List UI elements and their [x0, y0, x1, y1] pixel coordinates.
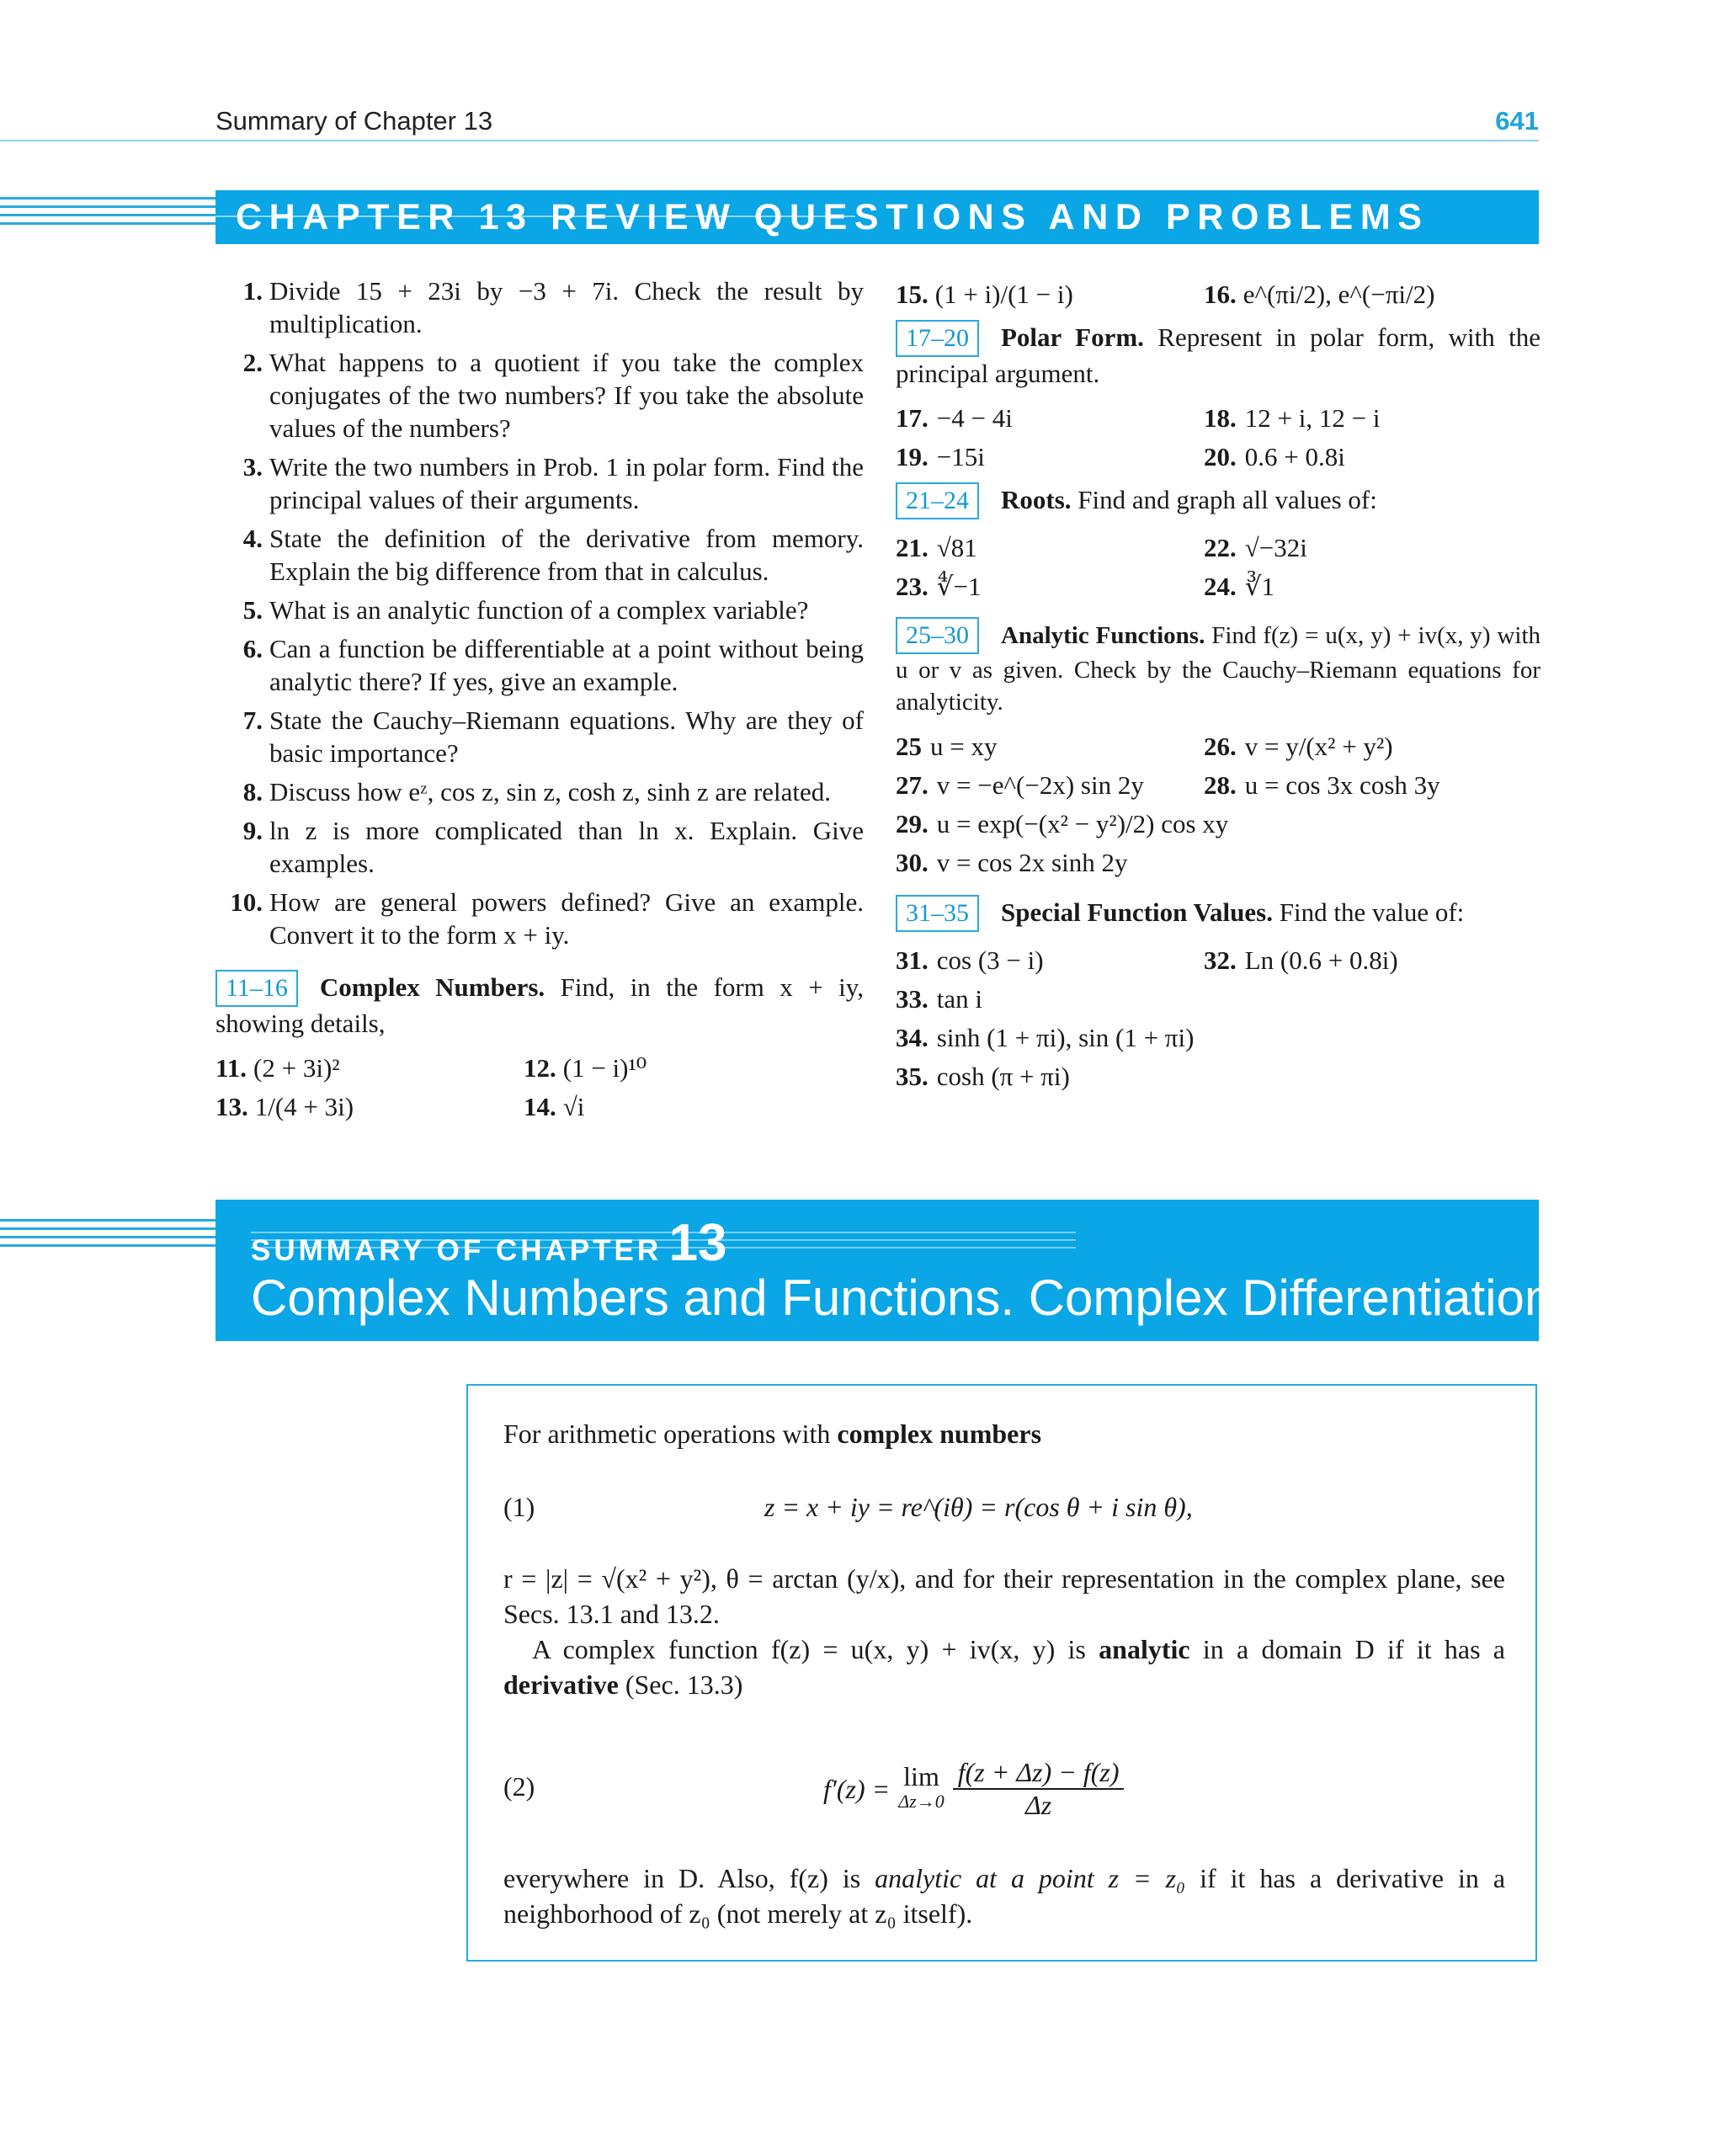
para2-text: in a domain D if it has a: [1189, 1634, 1506, 1664]
problem-number: 34.: [896, 1022, 929, 1052]
problem-expr: cos (3 − i): [936, 945, 1044, 975]
question-item: [216, 886, 864, 951]
para2-text: (Sec. 13.3): [618, 1669, 743, 1700]
problem-expr: sinh (1 + πi), sin (1 + πi): [936, 1022, 1195, 1052]
summary-box: [466, 1384, 1537, 1962]
problem-number: 27.: [896, 769, 929, 800]
problem-expr: 0.6 + 0.8i: [1244, 441, 1345, 471]
question-number: 8.: [242, 777, 263, 807]
section-text: Find the value of:: [1279, 897, 1465, 927]
question-item: [216, 775, 864, 808]
problem-pair: [216, 1087, 864, 1126]
problem-cell: [896, 531, 1204, 564]
question-number: 6.: [242, 634, 263, 663]
para2-bold: analytic: [1099, 1634, 1190, 1664]
question-text: Discuss how eᶻ, cos z, sin z, cosh z, sinh z are related.: [269, 777, 832, 807]
problem-number: 15.: [896, 279, 929, 309]
problem-cell: [896, 1021, 1194, 1054]
summary-para-1: r = |z| = √(x² + y²), θ = arctan (y/x), and for their representation in the complex plane, see Secs. 13.1 and 13.2.: [503, 1563, 1505, 1629]
problem-cell: [896, 846, 1127, 879]
fraction-numerator: f(z + Δz) − f(z): [953, 1757, 1125, 1790]
right-column: [896, 274, 1540, 1095]
question-text: How are general powers defined? Give an example. Convert it to the form x + iy.: [269, 887, 864, 950]
problem-expr: v = −e^(−2x) sin 2y: [936, 769, 1144, 800]
section-heading: Complex Numbers.: [319, 972, 545, 1002]
equation-label: (2): [503, 1771, 535, 1802]
question-number: 2.: [242, 348, 263, 377]
problem-number: 23.: [896, 571, 929, 601]
problem-cell: [896, 1060, 1070, 1093]
problem-cell: [1204, 440, 1540, 473]
problem-cell: [1204, 944, 1540, 977]
problem-number: 24.: [1204, 571, 1237, 601]
problem-expr: Ln (0.6 + 0.8i): [1244, 945, 1398, 975]
question-item: [216, 450, 864, 516]
problem-expr: u = xy: [930, 731, 998, 761]
section-31-35: [896, 895, 1540, 932]
equation-label: (1): [503, 1492, 535, 1522]
limit-subscript: Δz→0: [898, 1791, 944, 1812]
intro-text: For arithmetic operations with: [503, 1419, 838, 1449]
para3-text: everywhere in D. Also, f(z) is: [503, 1863, 875, 1893]
section-17-20: [896, 320, 1540, 390]
pairs-17-20: [896, 398, 1540, 476]
pairs-25-28: [896, 727, 1540, 804]
para3-italic: analytic at a point z = z₀: [875, 1863, 1186, 1893]
question-item: [216, 632, 864, 698]
problem-number: 25: [896, 731, 922, 761]
question-item: [216, 704, 864, 769]
problem-cell: [896, 982, 982, 1015]
problem-expr: u = cos 3x cosh 3y: [1244, 769, 1440, 800]
problem-expr: v = cos 2x sinh 2y: [936, 847, 1128, 877]
problem-number: 22.: [1204, 532, 1237, 562]
fraction-denominator: Δz: [1024, 1790, 1052, 1820]
problem-cell: [896, 944, 1204, 977]
problem-expr: (1 + i)/(1 − i): [934, 279, 1073, 309]
problem-cell: [896, 807, 1228, 840]
problem-cell: [1204, 730, 1540, 763]
question-text: What happens to a quotient if you take the complex conjugates of the two numbers? If you take the absolute values of the numbers?: [269, 348, 864, 443]
section-text: Represent in polar form, with the principal argument.: [896, 322, 1540, 388]
equation-body: z = x + iy = re^(iθ) = r(cos θ + i sin θ),: [764, 1492, 1193, 1522]
section-heading: Roots.: [1001, 485, 1072, 514]
section-text: Find f(z) = u(x, y) + iv(x, y) with u or v as given. Check by the Cauchy–Riemann equations for analyticity.: [896, 622, 1541, 716]
header-rule: [0, 140, 1539, 141]
problem-expr: ∜−1: [936, 571, 982, 601]
problem-number: 17.: [896, 402, 929, 433]
section-21-24: [896, 482, 1540, 519]
problem-expr: u = exp(−(x² − y²)/2) cos xy: [936, 808, 1229, 838]
limit-word: lim: [903, 1761, 939, 1791]
summary-chapter-number: 13: [668, 1214, 727, 1272]
problem-expr: 1/(4 + 3i): [254, 1091, 354, 1121]
question-list: [216, 274, 864, 951]
problem-expr: −4 − 4i: [936, 402, 1013, 433]
section-tag: 31–35: [896, 895, 979, 932]
problem-number: 21.: [896, 532, 929, 562]
problem-number: 28.: [1204, 769, 1237, 800]
problem-number: 11.: [216, 1052, 247, 1083]
question-number: 3.: [242, 452, 263, 482]
section-tag: 21–24: [896, 482, 979, 519]
question-number: 10.: [230, 887, 263, 917]
question-text: State the Cauchy–Riemann equations. Why are they of basic importance?: [269, 705, 864, 768]
left-column: [216, 274, 864, 1126]
problem-expr: v = y/(x² + y²): [1244, 731, 1393, 761]
problem-expr: √81: [936, 532, 977, 562]
problem-single: [896, 979, 1540, 1018]
question-text: Can a function be differentiable at a point without being analytic there? If yes, give an example.: [269, 634, 864, 696]
problem-pair: [896, 727, 1540, 765]
question-number: 4.: [242, 524, 263, 553]
equation-lhs: f′(z) =: [823, 1773, 891, 1804]
problem-number: 13.: [216, 1091, 248, 1121]
problem-number: 35.: [896, 1061, 929, 1091]
question-number: 7.: [242, 705, 263, 735]
question-text: Write the two numbers in Prob. 1 in polar form. Find the principal values of their arguments.: [269, 452, 864, 514]
summary-intro: [503, 1416, 1505, 1451]
summary-para-3: [503, 1861, 1505, 1931]
limit-operator: [898, 1761, 944, 1814]
page-number: 641: [1495, 106, 1539, 136]
problem-cell: [1204, 570, 1540, 603]
problem-single: [896, 1057, 1540, 1095]
problem-single: [896, 804, 1540, 843]
question-text: ln z is more complicated than ln x. Explain. Give examples.: [269, 816, 864, 878]
problem-number: 12.: [524, 1052, 556, 1083]
difference-quotient: [953, 1757, 1125, 1821]
banner-stripes: [0, 197, 217, 234]
problem-expr: (2 + 3i)²: [253, 1052, 340, 1083]
problem-expr: √−32i: [1244, 532, 1307, 562]
section-tag: 11–16: [216, 970, 298, 1007]
question-item: [216, 594, 864, 626]
equation-1: [503, 1492, 1505, 1530]
question-number: 1.: [242, 276, 263, 306]
problem-expr: √i: [562, 1091, 585, 1121]
problem-cell: [1204, 531, 1540, 564]
summary-stripes: [0, 1219, 217, 1256]
question-text: What is an analytic function of a complex variable?: [269, 595, 809, 625]
problem-pair: [896, 398, 1540, 437]
question-item: [216, 346, 864, 445]
problem-cell: [896, 730, 1204, 763]
running-header: [216, 103, 1539, 143]
intro-bold: complex numbers: [837, 1419, 1042, 1449]
problem-cell: [1204, 769, 1540, 801]
section-tag: 25–30: [896, 617, 979, 654]
para2-text: A complex function f(z) = u(x, y) + iv(x, y) is: [532, 1634, 1099, 1664]
problem-number: 26.: [1204, 731, 1237, 761]
summary-label: [251, 1213, 727, 1273]
section-heading: Analytic Functions.: [1001, 622, 1205, 649]
problem-expr: tan i: [936, 983, 982, 1014]
problem-cell: [896, 440, 1204, 473]
question-text: Divide 15 + 23i by −3 + 7i. Check the result by multiplication.: [269, 276, 864, 338]
para2-bold: derivative: [503, 1669, 619, 1700]
problem-expr: cosh (π + πi): [936, 1061, 1070, 1091]
para3-text: if it has a derivative in a neighborhood of z₀ (not merely at z₀ itself).: [503, 1863, 1506, 1929]
problem-pair: [216, 1048, 864, 1087]
equation-2: [503, 1743, 1505, 1835]
problem-expr: 12 + i, 12 − i: [1244, 402, 1381, 433]
problem-pair: [896, 567, 1540, 605]
section-tag: 17–20: [896, 320, 979, 357]
problem-single: [896, 843, 1540, 881]
summary-banner: [216, 1200, 1553, 1341]
running-title: Summary of Chapter 13: [216, 106, 493, 136]
problem-expr: −15i: [936, 441, 985, 471]
question-item: [216, 274, 864, 340]
section-heading: Special Function Values.: [1001, 897, 1273, 927]
problem-number: 30.: [896, 847, 929, 877]
problem-number: 18.: [1204, 402, 1237, 433]
summary-title: Complex Numbers and Functions. Complex Differentiation: [251, 1270, 1553, 1326]
review-banner: [216, 190, 1539, 244]
question-text: State the definition of the derivative from memory. Explain the big difference from that in calculus.: [269, 524, 864, 586]
problem-expr: e^(πi/2), e^(−πi/2): [1242, 279, 1435, 309]
section-11-16: [216, 970, 864, 1040]
problem-expr: (1 − i)¹⁰: [562, 1052, 647, 1083]
section-text: Find, in the form x + iy, showing details,: [216, 972, 864, 1038]
singles-29-30: [896, 804, 1540, 881]
summary-para-2: [503, 1632, 1505, 1702]
problem-number: 32.: [1204, 945, 1237, 975]
review-banner-title: CHAPTER 13 REVIEW QUESTIONS AND PROBLEMS: [236, 197, 1429, 237]
question-item: [216, 814, 864, 880]
section-25-30: [896, 617, 1540, 718]
problem-pair: [896, 528, 1540, 567]
problem-number: 31.: [896, 945, 929, 975]
problem-number: 33.: [896, 983, 929, 1014]
problem-cell: [896, 769, 1204, 801]
problem-cell: [896, 402, 1204, 434]
question-item: [216, 522, 864, 588]
problem-single: [896, 1018, 1540, 1057]
problem-pair: [896, 940, 1540, 979]
problem-number: 29.: [896, 808, 929, 838]
singles-33-35: [896, 979, 1540, 1095]
derivative-expression: [823, 1743, 1124, 1835]
problem-cell: [896, 570, 1204, 603]
pairs-21-24: [896, 528, 1540, 605]
problem-number: 20.: [1204, 441, 1237, 471]
problem-pair: [896, 765, 1540, 804]
section-heading: Polar Form.: [1001, 322, 1144, 352]
problem-number: 19.: [896, 441, 929, 471]
problem-pair: [896, 274, 1540, 313]
problem-number: 16.: [1204, 279, 1237, 309]
problem-expr: ∛1: [1244, 571, 1275, 601]
pairs-31-32: [896, 940, 1540, 979]
problem-pair: [896, 437, 1540, 476]
section-text: Find and graph all values of:: [1078, 485, 1377, 514]
summary-label-text: SUMMARY OF CHAPTER: [251, 1234, 662, 1267]
problem-number: 14.: [524, 1091, 556, 1121]
question-number: 5.: [242, 595, 263, 625]
question-number: 9.: [242, 816, 263, 845]
problem-cell: [1204, 402, 1540, 434]
